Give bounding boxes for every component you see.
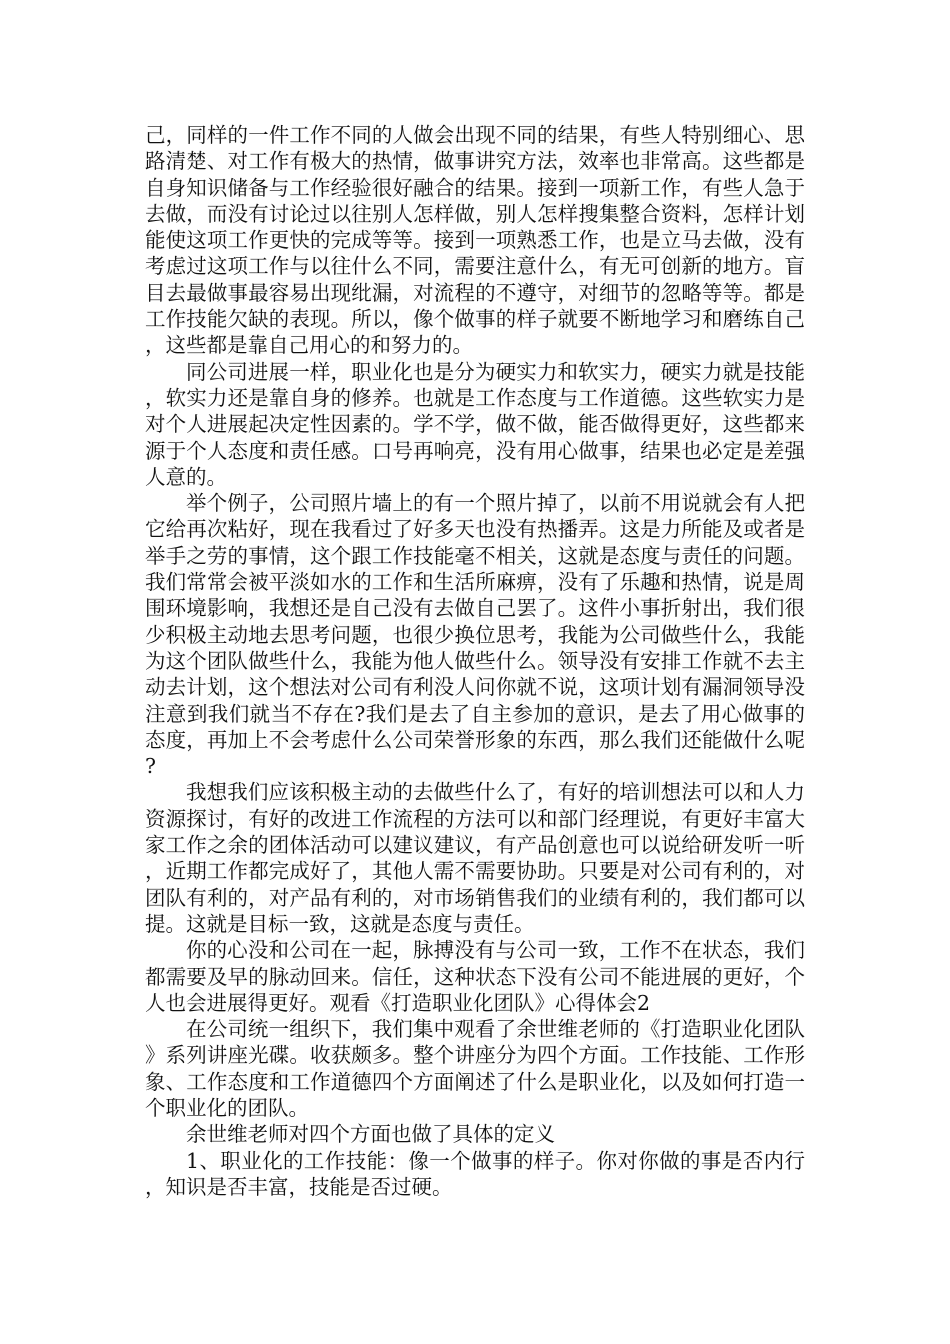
paragraph-photo-example: 举个例子，公司照片墙上的有一个照片掉了，以前不用说就会有人把它给再次粘好，现在我看过了好多天也没有热播弄。这是力所能及或者是举手之劳的事情，这个跟工作技能毫不相关，这就是态度与责任的问题。我们常常会被平淡如水的工作和生活所麻痹，没有了乐趣和热情，说是周围环境影响，我想还是自己没有去做自己罢了。这件小事折射出，我们很少积极主动地去思考问题，也很少换位思考，我能为公司做些什么，我能为这个团队做些什么，我能为他人做些什么。领导没有安排工作就不去主动去计划，这个想法对公司有利没人问你就不说，这项计划有漏洞领导没注意到我们就当不存在?我们是去了自主参加的意识，是去了用心做事的态度，再加上不会考虑什么公司荣誉形象的东西，那么我们还能做什么呢? — [145, 491, 805, 779]
paragraph-hard-soft-power: 同公司进展一样，职业化也是分为硬实力和软实力，硬实力就是技能，软实力还是靠自身的修养。也就是工作态度与工作道德。这些软实力是对个人进展起决定性因素的。学不学，做不做，能否做得更好，这些都来源于个人态度和责任感。口号再响亮，没有用心做事，结果也必定是差强人意的。 — [145, 359, 805, 489]
paragraph-continuation: 己，同样的一件工作不同的人做会出现不同的结果，有些人特别细心、思路清楚、对工作有极大的热情，做事讲究方法，效率也非常高。这些都是自身知识储备与工作经验很好融合的结果。接到一项新工作，有些人急于去做，而没有讨论过以往别人怎样做，别人怎样搜集整合资料，怎样计划能使这项工作更快的完成等等。接到一项熟悉工作，也是立马去做，没有考虑过这项工作与以往什么不同，需要注意什么，有无可创新的地方。盲目去最做事最容易出现纰漏，对流程的不遵守，对细节的忽略等等。都是工作技能欠缺的表现。所以，像个做事的样子就要不断地学习和磨练自己，这些都是靠自己用心的和努力的。 — [145, 123, 805, 358]
paragraph-heart-and-company: 你的心没和公司在一起，脉搏没有与公司一致，工作不在状态，我们都需要及早的脉动回来。信任，这种状态下没有公司不能进展的更好，个人也会进展得更好。观看《打造职业化团队》心得体会2 — [145, 938, 805, 1015]
paragraph-be-proactive: 我想我们应该积极主动的去做些什么了，有好的培训想法可以和人力资源探讨，有好的改进工作流程的方法可以和部门经理说，有更好丰富大家工作之余的团体活动可以建议建议，有产品创意也可以说给研发听一听，近期工作都完成好了，其他人需不需要协助。只要是对公司有利的，对团队有利的，对产品有利的，对市场销售我们的业绩有利的，我们都可以提。这就是目标一致，这就是态度与责任。 — [145, 780, 805, 936]
document-page — [145, 122, 805, 1200]
paragraph-lecture-intro: 在公司统一组织下，我们集中观看了余世维老师的《打造职业化团队》系列讲座光碟。收获颇多。整个讲座分为四个方面。工作技能、工作形象、工作态度和工作道德四个方面阐述了什么是职业化，以及如何打造一个职业化的团队。 — [145, 1017, 805, 1120]
paragraph-definitions-intro: 余世维老师对四个方面也做了具体的定义 — [186, 1122, 555, 1147]
paragraph-work-skills: 1、职业化的工作技能：像一个做事的样子。你对你做的事是否内行，知识是否丰富，技能是否过硬。 — [145, 1148, 805, 1199]
